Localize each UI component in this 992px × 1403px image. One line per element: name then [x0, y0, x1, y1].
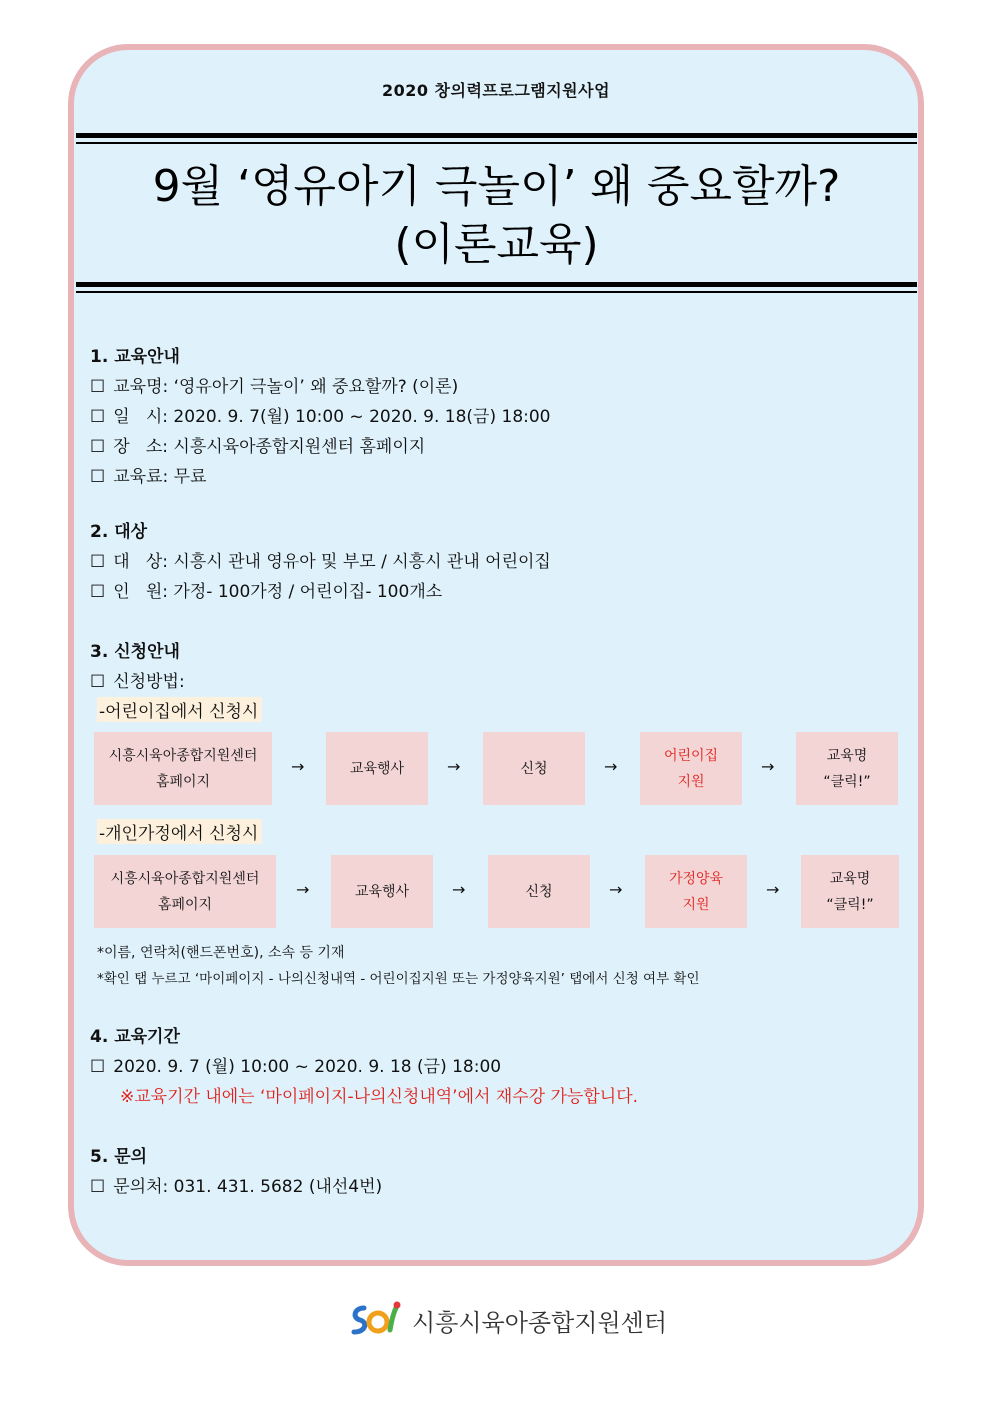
capacity-line: ☐ 인 원: 가정- 100가정 / 어린이집- 100개소 — [90, 582, 443, 602]
checkbox-icon: ☐ — [90, 407, 106, 427]
flow1-step-click-course: 교육명 “클릭!” — [796, 732, 898, 805]
flow2-step-events: 교육행사 — [331, 855, 433, 928]
bottom-rule-thick — [76, 282, 917, 287]
center-name: 시흥시육아종합지원센터 — [412, 1308, 668, 1337]
flow2-step-apply: 신청 — [488, 855, 590, 928]
flow1-step-apply: 신청 — [483, 732, 585, 805]
location-line: ☐ 장 소: 시흥시육아종합지원센터 홈페이지 — [90, 437, 426, 457]
checkbox-icon: ☐ — [90, 552, 106, 572]
checkbox-icon: ☐ — [90, 377, 106, 397]
retake-notice: ※교육기간 내에는 ‘마이페이지-나의신청내역’에서 재수강 가능합니다. — [120, 1087, 639, 1107]
contact-line: ☐ 문의처: 031. 431. 5682 (내선4번) — [90, 1177, 383, 1197]
arrow-icon: → — [447, 757, 461, 776]
education-name-line: ☐ 교육명: ‘영유아기 극놀이’ 왜 중요할까? (이론) — [90, 377, 459, 397]
checkbox-icon: ☐ — [90, 467, 106, 487]
arrow-icon: → — [604, 757, 618, 776]
arrow-icon: → — [609, 880, 623, 899]
checkbox-icon: ☐ — [90, 672, 106, 692]
note-required-info: *이름, 연락처(핸드폰번호), 소속 등 기재 — [97, 945, 345, 961]
checkbox-icon: ☐ — [90, 1057, 106, 1077]
fee-line: ☐ 교육료: 무료 — [90, 467, 207, 487]
page-title — [76, 158, 917, 274]
daycare-flow-label: -어린이집에서 신청시 — [97, 697, 262, 722]
program-subtitle: 2020 창의력프로그램지원사업 — [381, 81, 611, 100]
top-rule-thick — [76, 133, 917, 138]
arrow-icon: → — [766, 880, 780, 899]
section-5-heading: 5. 문의 — [90, 1147, 148, 1167]
apply-method-line: ☐ 신청방법: — [90, 672, 185, 692]
checkbox-icon: ☐ — [90, 437, 106, 457]
arrow-icon: → — [291, 757, 305, 776]
arrow-icon: → — [761, 757, 775, 776]
schedule-line: ☐ 일 시: 2020. 9. 7(월) 10:00 ~ 2020. 9. 18(금) 18:00 — [90, 407, 551, 427]
period-line: ☐ 2020. 9. 7 (월) 10:00 ~ 2020. 9. 18 (금) 18:00 — [90, 1057, 502, 1077]
flow1-step-events: 교육행사 — [326, 732, 428, 805]
flow2-step-home-care-support: 가정양육 지원 — [645, 855, 747, 928]
section-3-heading: 3. 신청안내 — [90, 642, 180, 662]
flow2-step-homepage: 시흥시육아종합지원센터 홈페이지 — [94, 855, 276, 928]
note-confirm-application: *확인 탭 누르고 ‘마이페이지 - 나의신청내역 - 어린이집지원 또는 가정양육지원’ 탭에서 신청 여부 확인 — [97, 971, 700, 987]
flow1-step-daycare-support: 어린이집 지원 — [640, 732, 742, 805]
target-line: ☐ 대 상: 시흥시 관내 영유아 및 부모 / 시흥시 관내 어린이집 — [90, 552, 551, 572]
flow1-step-homepage: 시흥시육아종합지원센터 홈페이지 — [94, 732, 272, 805]
home-flow-label: -개인가정에서 신청시 — [97, 819, 262, 844]
center-logo-icon — [348, 1300, 404, 1340]
section-2-heading: 2. 대상 — [90, 522, 148, 542]
section-1-heading: 1. 교육안내 — [90, 347, 180, 367]
checkbox-icon: ☐ — [90, 1177, 106, 1197]
arrow-icon: → — [452, 880, 466, 899]
top-rule-thin — [76, 142, 917, 144]
bottom-rule-thin — [76, 291, 917, 293]
title-line-1: 9월 ‘영유아기 극놀이’ 왜 중요할까? — [152, 161, 841, 212]
flow2-step-click-course: 교육명 “클릭!” — [801, 855, 899, 928]
title-line-2: (이론교육) — [394, 219, 599, 270]
section-4-heading: 4. 교육기간 — [90, 1027, 180, 1047]
checkbox-icon: ☐ — [90, 582, 106, 602]
arrow-icon: → — [296, 880, 310, 899]
footer — [348, 1300, 667, 1340]
